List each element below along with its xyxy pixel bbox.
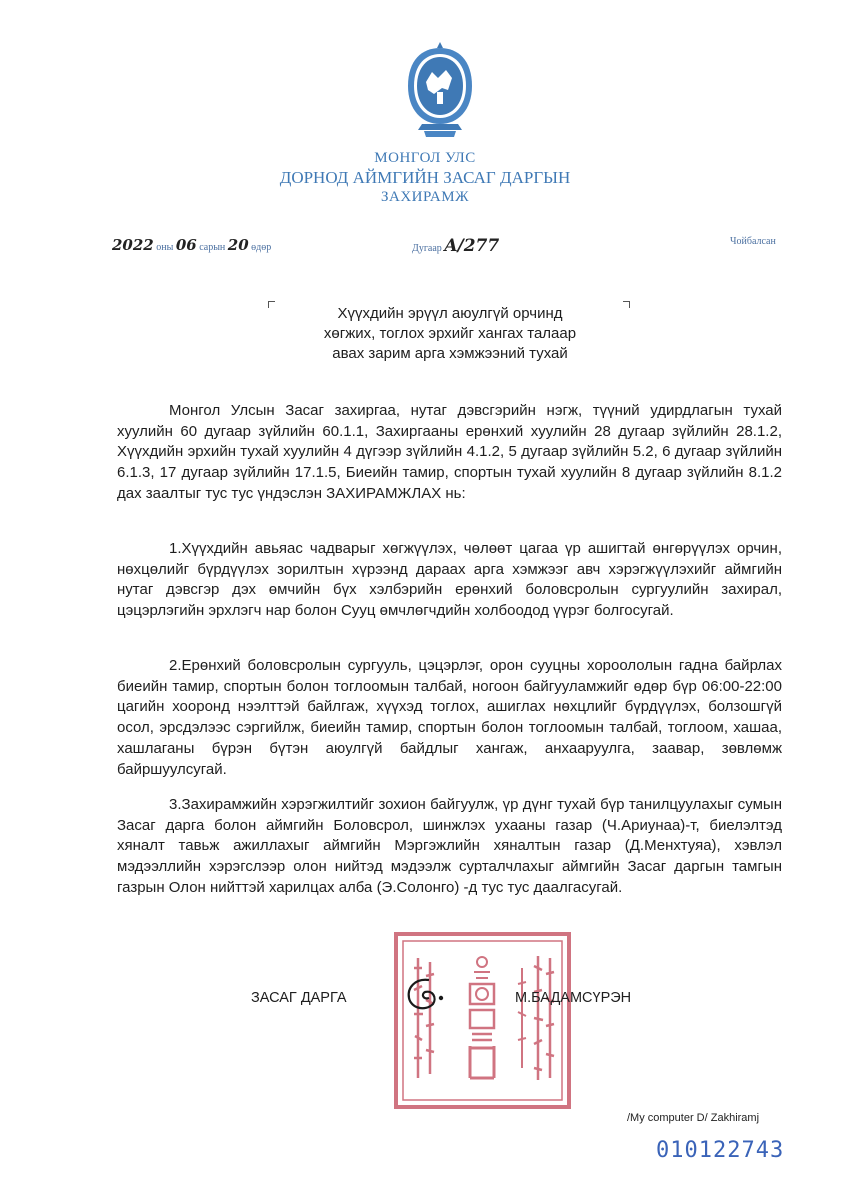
date-month: 06 (175, 236, 197, 254)
date-day: 20 (227, 236, 249, 254)
document-city: Чойбалсан (730, 236, 776, 247)
decree-item-2: 2.Ерөнхий боловсролын сургууль, цэцэрлэг, орон сууцны хороололын гадна байрлах биеийн тамир, спортын болон тоглоомын талбай, ногоон байгууламжийг өдөр бүр 06:00-22:00 цагийн хооронд нээлттэй байлгаж, хүүхэд тоглох, ашиглах нөхцлийг бүрдүүлэх, болзошгүй осол, эрсдэлээс сэргийлж, биеийн тамир, спортын болон тоглоомын талбай, тоглоом, хашаа, хашлаганы бүрэн бүтэн аюулгүй байдлыг хангаж, анхааруулга, заавар, зөвлөмж байршуулсугай. (117, 657, 782, 778)
month-suffix: сарын (196, 242, 228, 253)
number-label: Дугаар (412, 243, 445, 254)
decree-word: ЗАХИРАМЖЛАХ нь: (326, 484, 466, 502)
day-suffix: өдөр (248, 242, 272, 253)
serial-number: 010122743 (656, 1138, 785, 1163)
file-path-note: /My computer D/ Zakhiramj (627, 1112, 760, 1124)
subject-line-1: Хүүхдийн эрүүл аюулгүй орчинд (337, 305, 563, 322)
official-seal-stamp (390, 928, 575, 1113)
country-name: МОНГОЛ УЛС (374, 150, 476, 166)
subject-line-3: авах зарим арга хэмжээний тухай (332, 345, 568, 362)
document-subject (270, 304, 630, 364)
document-date (112, 236, 271, 254)
document-number (412, 236, 499, 256)
issuing-authority: ДОРНОД АЙМГИЙН ЗАСАГ ДАРГЫН (279, 168, 571, 187)
subject-line-2: хөгжих, тоглох эрхийг хангах талаар (323, 325, 577, 342)
number-value: A/277 (444, 236, 500, 256)
date-year: 2022 (112, 236, 154, 254)
handwritten-signature (403, 966, 483, 1016)
document-type: ЗАХИРАМЖ (380, 189, 470, 205)
year-suffix: оны (153, 242, 176, 253)
decree-item-3: 3.Захирамжийн хэрэгжилтийг зохион байгуулж, үр дүнг тухай бүр танилцуулахыг сумын Засаг дарга болон аймгийн Боловсрол, шинжлэх ухааны газар (Ч.Ариунаа)-т, биелэлтэд хяналт тавьж ажиллахыг аймгийн Мэргэжлийн хяналтын газар (Д.Менхтуяа), хэвлэл мэдээллийн хэрэгслээр олон нийтэд мэдээлж сурталчлахыг аймгийн Засаг даргын тамгын газрын Олон нийттэй харилцах алба (Э.Солонго) -д тус тус даалгасугай. (117, 796, 782, 896)
preamble-paragraph (117, 401, 782, 505)
signatory-title: ЗАСАГ ДАРГА (251, 990, 347, 1006)
signatory-name: М.БАДАМСҮРЭН (515, 990, 632, 1006)
decree-item-1: 1.Хүүхдийн авьяас чадварыг хөгжүүлэх, чөлөөт цагаа үр ашигтай өнгөрүүлэх орчин, нөхцөлийг бүрдүүлэх зорилтын хүрээнд дараах арга хэмжээг авч хэрэгжүүлэхийг аймгийн нутаг дэвсгэр дэх өмчийн бүх хэлбэрийн ерөнхий боловсролын сургуулийн захирал, цэцэрлэгийн эрхлэгч нар болон Сууц өмчлөгчдийн холбоодод үүрэг болгосугай. (117, 540, 782, 620)
preamble-text: Монгол Улсын Засаг захиргаа, нутаг дэвсгэрийн нэгж, түүний удирдлагын тухай хуулийн 60 дугаар зүйлийн 60.1.1, Захиргааны ерөнхий хуулийн 28 дугаар зүйлийн 28.1.2, Хүүхдийн эрхийн тухай хуулийн 4 дүгээр зүйлийн 4.1.2, 5 дугаар зүйлийн 5.2, 6 дугаар зүйлийн 6.1.3, 17 дугаар зүйлийн 17.1.5, Биеийн тамир, спортын тухай хуулийн 8 дугаар зүйлийн 8.1.2 дах заалтыг тус тус үндэслэн (117, 402, 782, 502)
state-emblem-icon (402, 38, 478, 140)
